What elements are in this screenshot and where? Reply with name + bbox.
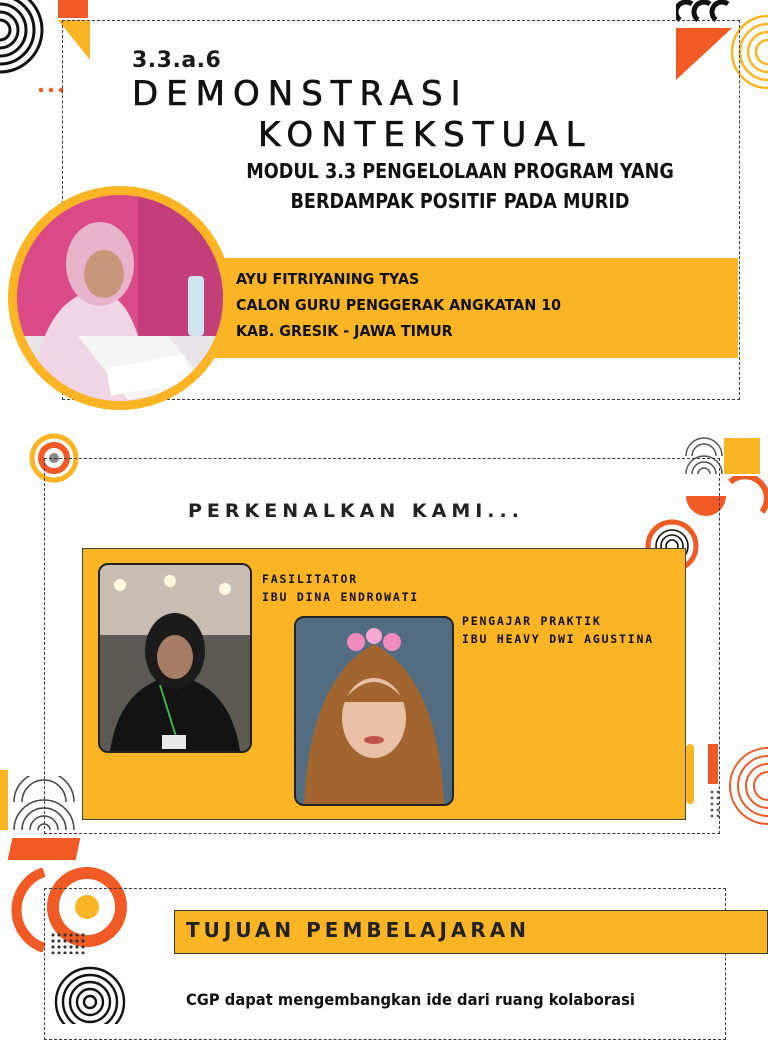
author-photo [8, 186, 232, 410]
page-title-line1: DEMONSTRASI [132, 74, 469, 114]
objective-heading: TUJUAN PEMBELAJARAN [186, 918, 531, 942]
author-info [236, 266, 578, 344]
concentric-rings-decoration [0, 0, 60, 90]
yellow-square-decoration [724, 438, 760, 474]
mentor-info [462, 612, 654, 648]
facilitator-name: IBU DINA ENDROWATI [262, 590, 420, 604]
mentor-title: PENGAJAR PRAKTIK [462, 614, 602, 628]
team-heading: PERKENALKAN KAMI... [188, 500, 524, 522]
author-name: AYU FITRIYANING TYAS [236, 270, 420, 288]
module-code: 3.3.a.6 [132, 48, 222, 73]
facilitator-photo [98, 563, 252, 753]
author-role: CALON GURU PENGGERAK ANGKATAN 10 [236, 296, 562, 314]
orange-arc-left-decoration [0, 868, 48, 952]
mentor-photo [294, 616, 454, 806]
orange-tab-decoration [8, 838, 81, 860]
orange-stripe-circle-decoration [724, 744, 768, 830]
module-subtitle-line2: BERDAMPAK POSITIF PADA MURID [290, 189, 630, 213]
vertical-bars-decoration [684, 744, 726, 830]
mentor-name: IBU HEAVY DWI AGUSTINA [462, 632, 654, 646]
module-subtitle-line1: MODUL 3.3 PENGELOLAAN PROGRAM YANG [246, 159, 674, 183]
objective-text: CGP dapat mengembangkan ide dari ruang kolaborasi [186, 990, 635, 1009]
page-title-line2: KONTEKSTUAL [258, 115, 593, 155]
arc-fan-decoration [12, 776, 76, 832]
facilitator-info [262, 570, 419, 606]
yellow-bar-decoration [0, 770, 8, 830]
orange-block-decoration [58, 0, 88, 18]
author-location: KAB. GRESIK - JAWA TIMUR [236, 322, 453, 340]
facilitator-title: FASILITATOR [262, 572, 358, 586]
